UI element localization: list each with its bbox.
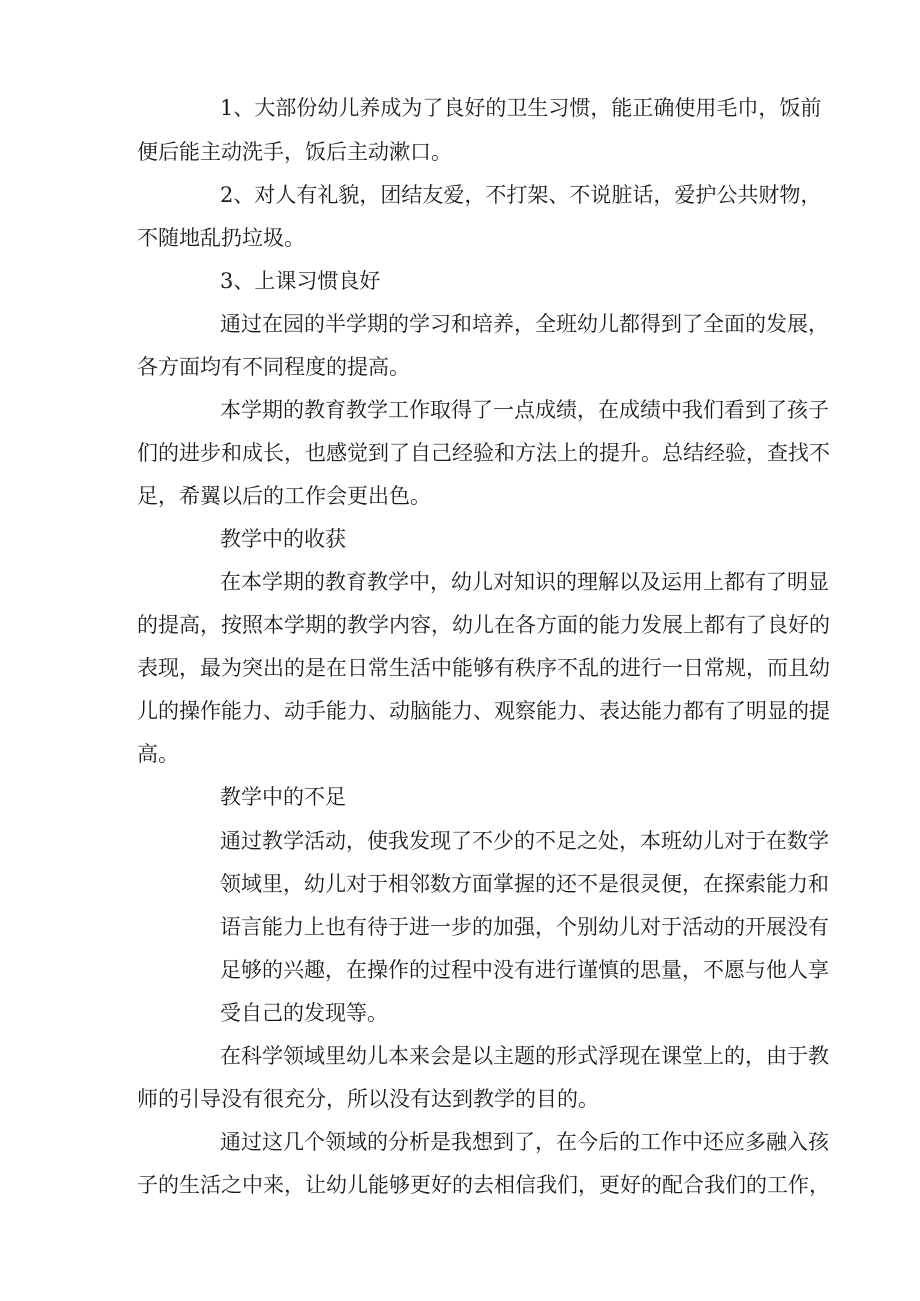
paragraph-6-line-1: 在本学期的教育教学中，幼儿对知识的理解以及运用上都有了明显 [220,570,829,594]
paragraph-5-line-1: 本学期的教育教学工作取得了一点成绩，在成绩中我们看到了孩子 [220,398,829,422]
paragraph-7-line-5: 受自己的发现等。 [220,1001,388,1025]
paragraph-8-line-2: 师的引导没有很充分，所以没有达到教学的目的。 [137,1087,599,1111]
paragraph-4-line-1: 通过在园的半学期的学习和培养，全班幼儿都得到了全面的发展， [220,312,829,336]
paragraph-7-line-1: 通过教学活动，使我发现了不少的不足之处，本班幼儿对于在数学 [220,829,829,853]
paragraph-6-line-2: 的提高，按照本学期的教学内容，幼儿在各方面的能力发展上都有了良好的 [137,613,830,637]
section-heading-gains: 教学中的收获 [220,527,346,551]
paragraph-6-line-5: 高。 [137,742,179,766]
paragraph-5-line-3: 足，希翼以后的工作会更出色。 [137,484,431,508]
paragraph-5-line-2: 们的进步和成长，也感觉到了自己经验和方法上的提升。总结经验，查找不 [137,441,830,465]
paragraph-7-line-2: 领域里，幼儿对于相邻数方面掌握的还不是很灵便，在探索能力和 [220,872,829,896]
paragraph-6-line-4: 儿的操作能力、动手能力、动脑能力、观察能力、表达能力都有了明显的提 [137,699,830,723]
paragraph-2-line-2: 不随地乱扔垃圾。 [137,226,305,250]
paragraph-3-line-1: 3、上课习惯良好 [220,269,381,293]
paragraph-7-line-4: 足够的兴趣，在操作的过程中没有进行谨慎的思量，不愿与他人享 [220,958,829,982]
paragraph-9-line-1: 通过这几个领域的分析是我想到了，在今后的工作中还应多融入孩 [220,1130,829,1154]
paragraph-7-line-3: 语言能力上也有待于进一步的加强，个别幼儿对于活动的开展没有 [220,915,829,939]
paragraph-1-line-1: 1、大部份幼儿养成为了良好的卫生习惯，能正确使用毛巾，饭前 [220,96,822,120]
paragraph-4-line-2: 各方面均有不同程度的提高。 [137,355,410,379]
section-heading-shortcomings: 教学中的不足 [220,785,346,809]
paragraph-1-line-2: 便后能主动洗手，饭后主动漱口。 [137,140,452,164]
paragraph-6-line-3: 表现，最为突出的是在日常生活中能够有秩序不乱的进行一日常规，而且幼 [137,656,830,680]
paragraph-9-line-2: 子的生活之中来，让幼儿能够更好的去相信我们，更好的配合我们的工作， [137,1173,830,1197]
paragraph-2-line-1: 2、对人有礼貌，团结友爱，不打架、不说脏话，爱护公共财物， [220,183,822,207]
paragraph-8-line-1: 在科学领域里幼儿本来会是以主题的形式浮现在课堂上的，由于教 [220,1044,829,1068]
